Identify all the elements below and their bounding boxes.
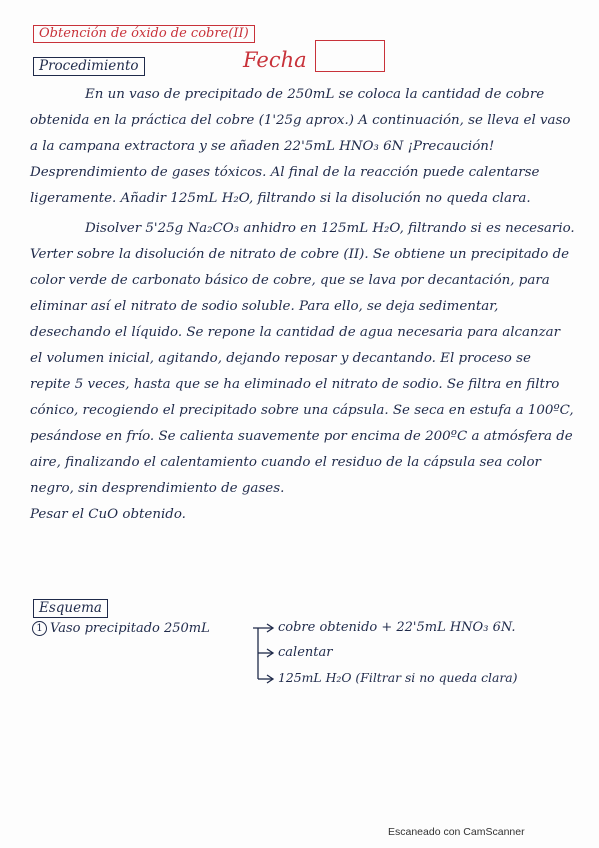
paragraph-1: En un vaso de precipitado de 250mL se coloca la cantidad de cobre obtenida en la práctica del cobre (1'25g aprox.) A continuación, se lleva el vaso a la campana extractora y se añaden 22'5mL HNO₃ 6N ¡Precaución! Desprendimiento de gases tóxicos. Al final de la reacción puede calentarse ligeramente. Añadir 125mL H₂O, filtrando si la disolución no queda clara. [30,87,571,206]
scanner-watermark: Escaneado con CamScanner [388,826,525,838]
paragraph-3: Pesar el CuO obtenido. [30,507,186,522]
scheme-branch-2: calentar [278,645,333,660]
scheme-start-label: Vaso precipitado 250mL [50,621,210,636]
procedimiento-heading: Procedimiento [33,57,145,76]
step-number: 1 [32,621,47,636]
esquema-heading: Esquema [33,599,108,618]
scheme-branch-1: cobre obtenido + 22'5mL HNO₃ 6N. [278,620,516,635]
scheme-branch-3: 125mL H₂O (Filtrar si no queda clara) [278,670,518,685]
fecha-label: Fecha [243,48,307,72]
title-box: Obtención de óxido de cobre(II) [33,25,255,43]
paragraph-2: Disolver 5'25g Na₂CO₃ anhidro en 125mL H₂O, filtrando si es necesario. Verter sobre la disolución de nitrato de cobre (II). Se obtiene un precipitado de color verde de carbonato básico de cobre, que se lava por decantación, para eliminar así el nitrato de sodio soluble. Para ello, se deja sedimentar, desechando el líquido. Se repone la cantidad de agua necesaria para alcanzar el volumen inicial, agitando, dejando reposar y decantando. El proceso se repite 5 veces, hasta que se ha eliminado el nitrato de sodio. Se filtra en filtro cónico, recogiendo el precipitado sobre una cápsula. Se seca en estufa a 100ºC, pesándose en frío. Se calienta suavemente por encima de 200ºC a atmósfera de aire, finalizando el calentamiento cuando el residuo de la cápsula sea color negro, sin desprendimiento de gases. [30,221,575,496]
